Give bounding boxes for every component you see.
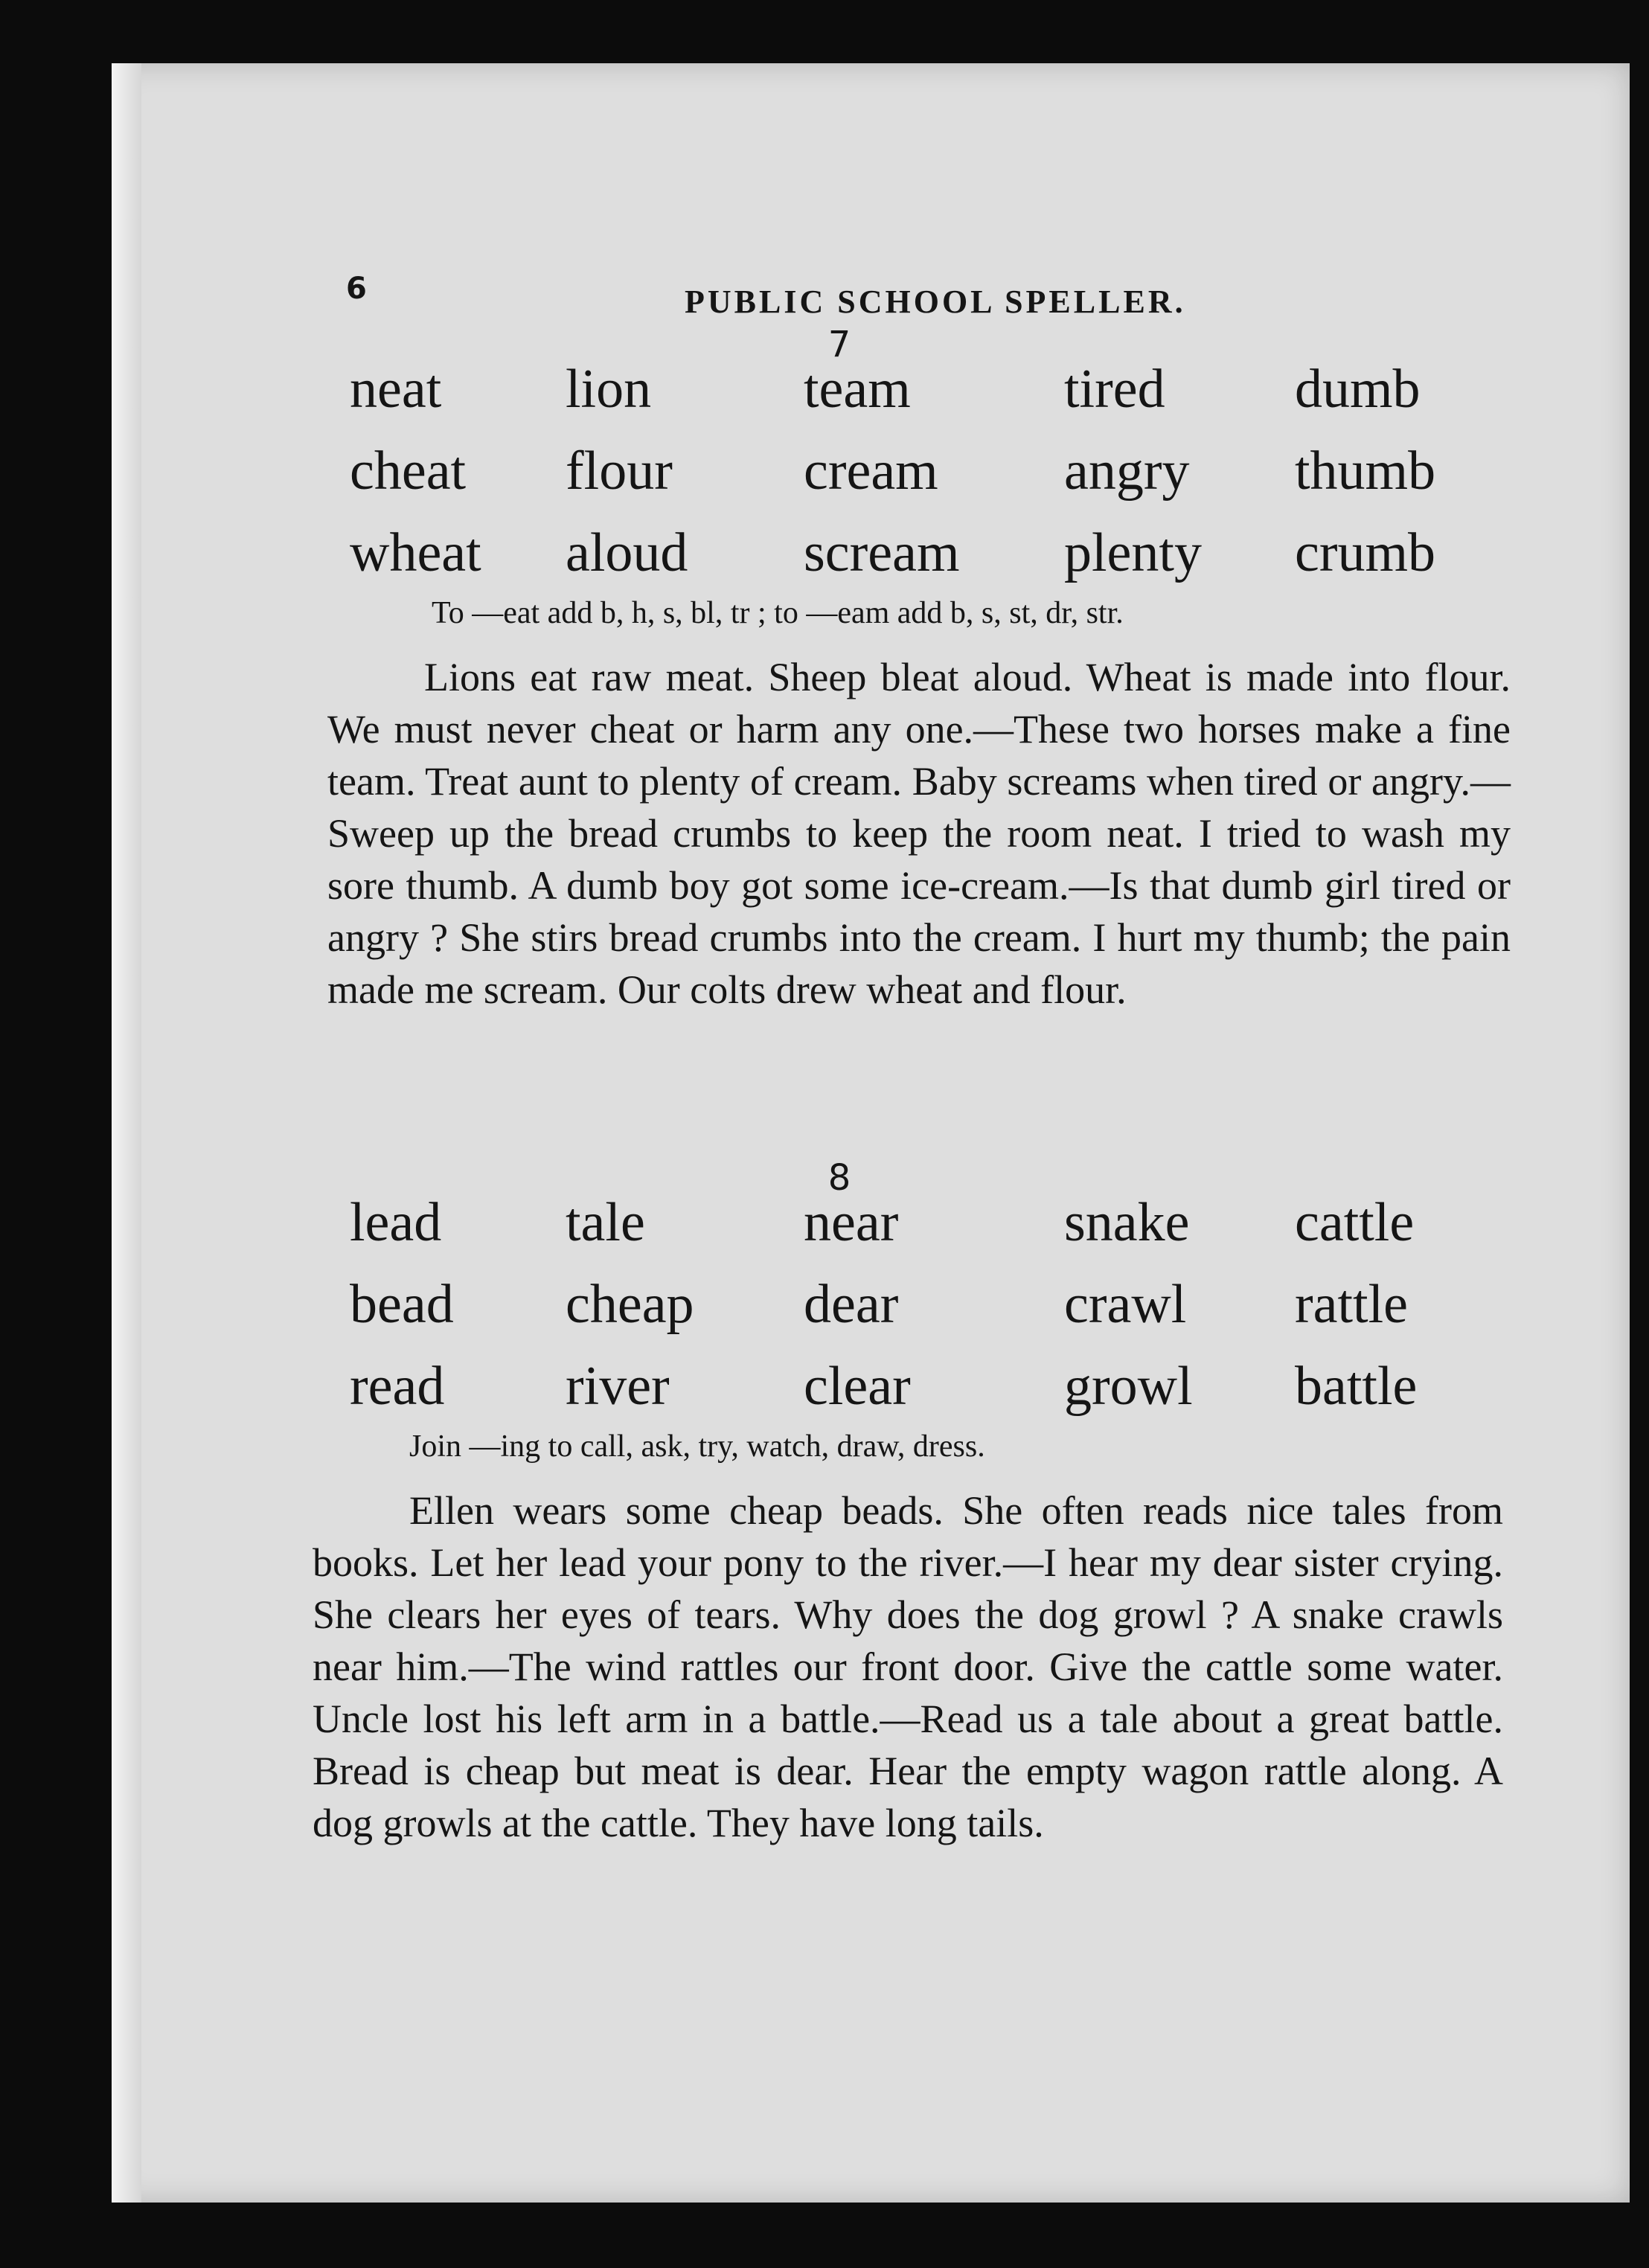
spelling-word: cheap [566,1274,694,1335]
spelling-word: scream [804,522,960,583]
lesson-number: 7 [827,324,851,365]
spelling-word: thumb [1295,441,1436,502]
spelling-word: snake [1064,1192,1190,1253]
spelling-word: bead [350,1274,454,1335]
reading-paragraph: Lions eat raw meat. Sheep bleat aloud. Wheat is made into flour. We must never cheat or harm any one.—These two horses make a fine team. Treat aunt to plenty of cream. Baby screams when tired or angry.—Sweep up the bread crumbs to keep the room neat. I tried to wash my sore thumb. A dumb boy got some ice-cream.—Is that dumb girl tired or angry ? She stirs bread crumbs into the cream. I hurt my thumb; the pain made me scream. Our colts drew wheat and flour. [327,655,1511,1012]
page-header [0,272,1649,324]
spelling-word: lion [566,359,652,420]
spelling-word: near [804,1192,899,1253]
spelling-word: flour [566,441,673,502]
spelling-word: wheat [350,522,481,583]
spelling-word: crumb [1295,522,1436,583]
spelling-word: read [350,1356,445,1417]
page-edge [112,63,141,2203]
spelling-word: river [566,1356,670,1417]
spelling-word: plenty [1064,522,1202,583]
spelling-word: crawl [1064,1274,1187,1335]
spelling-word-grid [350,1187,1496,1422]
spelling-word: battle [1295,1356,1418,1417]
spelling-word: growl [1064,1356,1193,1417]
lesson-number: 8 [827,1157,851,1199]
spelling-word: tired [1064,359,1165,420]
reading-paragraph: Ellen wears some cheap beads. She often reads nice tales from books. Let her lead your pony to the river.—I hear my dear sister crying. She clears her eyes of tears. Why does the dog growl ? A snake crawls near him.—The wind rattles our front door. Give the cattle some water. Uncle lost his left arm in a battle.—Read us a tale about a great battle. Bread is cheap but meat is dear. Hear the empty wagon rattle along. A dog growls at the cattle. They have long tails. [313,1488,1503,1845]
spelling-word: cattle [1295,1192,1415,1253]
spelling-word: cream [804,441,938,502]
page-number: 6 [346,272,367,306]
spelling-word: aloud [566,522,688,583]
spelling-word: dear [804,1274,899,1335]
spelling-word: angry [1064,441,1190,502]
spelling-word: cheat [350,441,467,502]
spelling-word: clear [804,1356,911,1417]
spelling-word: lead [350,1192,442,1253]
spelling-word: rattle [1295,1274,1409,1335]
spelling-word: dumb [1295,359,1421,420]
spelling-rule: To —eat add b, h, s, bl, tr ; to —eam add b, s, st, dr, str. [432,596,1124,630]
spelling-word: team [804,359,911,420]
spelling-word: tale [566,1192,645,1253]
spelling-word: neat [350,359,442,420]
spelling-rule: Join —ing to call, ask, try, watch, draw, dress. [409,1429,985,1464]
spelling-word-grid [350,353,1496,589]
running-title: PUBLIC SCHOOL SPELLER. [685,284,1186,320]
